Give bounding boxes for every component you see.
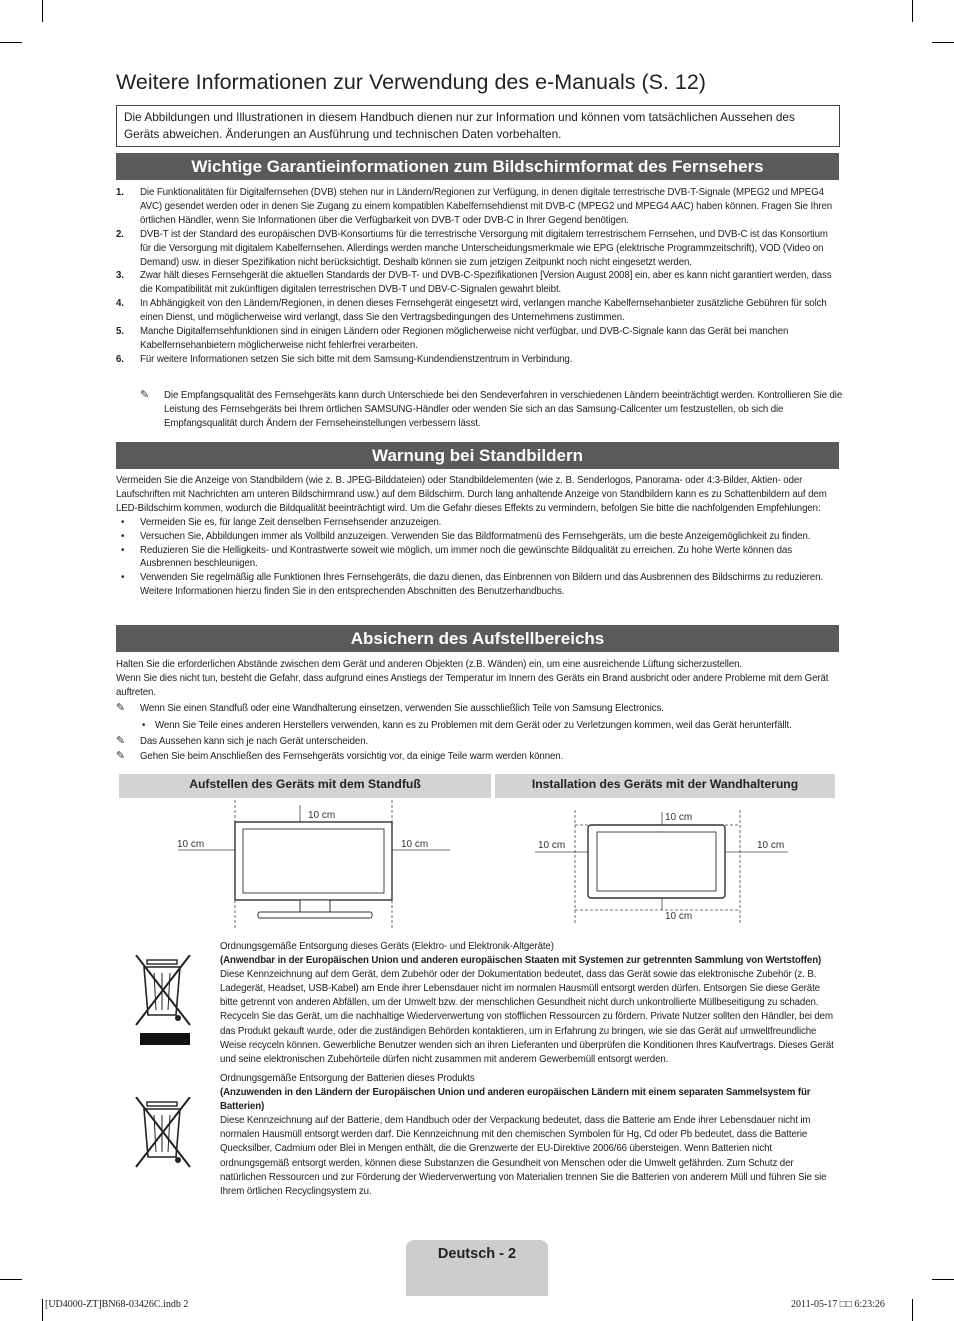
list-item: 1. Die Funktionalitäten für Digitalfernsehen (DVB) stehen nur in Ländern/Regionen zur Verfügung, in denen digitale terrestrische DVB-T-Signale (MPEG2 und MPEG4 AVC) gesendet werden oder in denen Sie Zugang zu einem kompatiblen Kabelfernsehdienst mit DVB-C (MPEG2 und MPEG4 AAC) haben können. Fragen Sie Ihren örtlichen Händler, wenn Sie Informationen über die Verfügbarkeit von DVB-T oder DVB-C in Ihrer Gegend benötigen. [116,187,833,226]
crop-mark [932,42,954,43]
list-item: • Vermeiden Sie es, für lange Zeit denselben Fernsehsender anzuzeigen. [116,516,838,530]
warranty-list [116,186,838,367]
still-images-intro: Vermeiden Sie die Anzeige von Standbildern (wie z. B. JPEG-Bilddateien) oder Standbildelementen (wie z. B. Senderlogos, Panorama- oder 4:3-Bilder, Aktien- oder Laufschriften mit Nachrichten am unteren Bildschirmrand usw.) auf dem Bildschirm. Durch lang anhaltende Anzeige von Standbildern kann es zu Schattenbildern auf dem LED-Bildschirm kommen, wodurch die Bildqualität beeinträchtigt wird. Um die Gefahr dieses Effekts zu vermindern, befolgen Sie bitte die nachfolgenden Empfehlungen: [116,475,827,514]
section-heading-installation: Absichern des Aufstellbereichs [116,625,839,652]
distance-label: 10 cm [538,840,566,851]
note-pencil-icon: ✎ [116,750,126,763]
page-title: Weitere Informationen zur Verwendung des e-Manuals (S. 12) [116,70,706,94]
disposal-device-title: Ordnungsgemäße Entsorgung dieses Geräts (Elektro- und Elektronik-Altgeräte) [220,941,554,952]
installation-intro-1: Halten Sie die erforderlichen Abstände zwischen dem Gerät und anderen Objekten (z.B. Wänden) ein, um eine ausreichende Lüftung sicherzustellen. [116,659,742,670]
disposal-battery-title: Ordnungsgemäße Entsorgung der Batterien dieses Produkts [220,1073,475,1084]
list-item: 2. DVB-T ist der Standard des europäischen DVB-Konsortiums für die terrestrische Versorgung mit digitalem terrestrischem Fernsehen, und DVB-C ist das Konsortium für die Versorgung mit digitalem Kabelfernsehen. Allerdings werden manche Unterscheidungsmerkmale wie EPG (elektrische Programmzeitschrift), VOD (Video on Demand) usw. in dieser Spezifikation nicht berücksichtigt. Deshalb können sie zum jetzigen Zeitpunkt noch nicht eingesetzt werden. [116,228,828,268]
installation-intro-2: Wenn Sie dies nicht tun, besteht die Gefahr, dass aufgrund eines Anstiegs der Temperatur im Innern des Geräts ein Brand ausbricht oder andere Probleme mit dem Gerät auftreten. [116,672,829,698]
installation-note-3: ✎ Gehen Sie beim Anschließen des Fernsehgeräts vorsichtig vor, da einige Teile warm werden können. [116,750,564,763]
distance-label: 10 cm [401,839,429,850]
disclaimer-box: Die Abbildungen und Illustrationen in diesem Handbuch dienen nur zur Information und können vom tatsächlichen Aussehen des Geräts abweichen. Änderungen an Ausführung und technischen Daten vorbehalten. [116,105,840,147]
distance-label: 10 cm [665,812,693,823]
disposal-device-subtitle: (Anwendbar in der Europäischen Union und anderen europäischen Staaten mit Systemen zur getrennten Sammlung von Wertstoffen) [220,955,822,967]
distance-label: 10 cm [665,911,693,922]
note-pencil-icon: ✎ [116,734,126,747]
column-header-wall: Installation des Geräts mit der Wandhalterung [495,774,835,798]
crop-mark [0,1279,22,1280]
footer-timestamp: 2011-05-17 □□ 6:23:26 [791,1299,885,1310]
installation-note-1: ✎ Wenn Sie einen Standfuß oder eine Wandhalterung einsetzen, verwenden Sie ausschließlich Teile von Samsung Electronics. [116,701,664,714]
crop-mark [42,1299,43,1321]
page-number-tab: Deutsch - 2 [406,1240,548,1296]
installation-note-2: ✎ Das Aussehen kann sich je nach Gerät unterscheiden. [116,734,369,747]
list-item: • Versuchen Sie, Abbildungen immer als Vollbild anzuzeigen. Verwenden Sie das Bildformatmenü des Fernsehgeräts, um die beste Anzeigemöglichkeit zu finden. [116,530,838,544]
section-heading-still-images: Warnung bei Standbildern [116,442,839,469]
distance-label: 10 cm [177,839,205,850]
crop-mark [912,1299,913,1321]
list-item: • Reduzieren Sie die Helligkeits- und Kontrastwerte soweit wie möglich, um immer noch die gewünschte Bildqualität zu erreichen. Zu hohe Werte können das Ausbrennen beschleunigen. [116,544,838,572]
list-item: 6. Für weitere Informationen setzen Sie sich bitte mit dem Samsung-Kundendienstzentrum in Verbindung. [116,353,573,365]
battery-bin-icon [134,1097,194,1169]
crop-mark [42,0,43,22]
installation-section [116,658,838,764]
still-images-section [116,474,838,599]
list-item: 4. In Abhängigkeit von den Ländern/Regionen, in denen dieses Fernsehgerät eingesetzt wird, verlangen manche Kabelfernsehanbieter zusätzliche Gebühren für solch einen Dienst, und möglicherweise wird verlangt, dass Sie den Vertragsbedingungen des Unternehmens zustimmen. [116,298,827,324]
column-header-stand: Aufstellen des Geräts mit dem Standfuß [119,774,491,798]
note-pencil-icon: ✎ [116,701,126,714]
footer-file-info: [UD4000-ZT]BN68-03426C.indb 2 [45,1299,189,1310]
disposal-battery-text: Diese Kennzeichnung auf der Batterie, dem Handbuch oder der Verpackung bedeutet, dass die Batterie am Ende ihrer Lebensdauer nicht im normalen Hausmüll entsorgt werden darf. Die Kennzeichnung mit den chemischen Symbolen für Hg, Cd oder Pb bedeutet, dass die Batterie Quecksilber, Cadmium oder Blei in Mengen enthält, die die Grenzwerte der EU-Direktive 2006/66 übersteigen. Wenn Batterien nicht ordnungsgemäß entsorgt werden, können diese Substanzen die Gesundheit von Menschen oder die Umwelt gefährden. Zum Schutz der natürlichen Ressourcen und zur Förderung der Wiederverwertung von Materialien trennen Sie die Batterien von anderem Müll und führen Sie sie Ihrem örtlichen Recyclingsystem zu. [220,1115,827,1197]
crop-mark [912,0,913,22]
note-pencil-icon: ✎ [140,389,150,401]
disposal-battery-subtitle: (Anzuwenden in den Ländern der Europäischen Union und anderen europäischen Ländern mit einem separaten Sammelsystem für Batterien) [220,1087,811,1113]
disposal-device-text: Diese Kennzeichnung auf dem Gerät, dem Zubehör oder der Dokumentation bedeutet, dass das Gerät sowie das elektronische Zubehör (z. B. Ladegerät, Headset, USB-Kabel) am Ende ihrer Lebensdauer nicht im normalen Hausmüll entsorgt werden dürfen. Entsorgen Sie diese Geräte bitte getrennt von anderen Abfällen, um der Umwelt bzw. der menschlichen Gesundheit nicht durch unkontrollierte Müllbeseitigung zu schaden. Recyceln Sie das Gerät, um die nachhaltige Wiederverwertung von stofflichen Ressourcen zu fördern. Private Nutzer sollten den Händler, bei dem das Produkt gekauft wurde, oder die zuständigen Behörden kontaktieren, um in Erfahrung zu bringen, wie sie das Gerät auf umweltfreundliche Weise recyceln können. Gewerbliche Benutzer wenden sich an ihren Lieferanten und überprüfen die Konditionen Ihres Kaufvertrags. Dieses Gerät und seine elektronischen Zubehörteile dürfen nicht zusammen mit anderem Gewerbemüll entsorgt werden. [220,969,834,1065]
wall-clearance-diagram [530,800,800,930]
installation-sub-bullet: • Wenn Sie Teile eines anderen Herstellers verwenden, kann es zu Problemen mit dem Gerät oder zu Verletzungen kommen, weil das Gerät herunterfällt. [116,719,838,733]
crop-mark [932,1279,954,1280]
still-images-bullets [116,516,838,599]
section-heading-warranty: Wichtige Garantieinformationen zum Bildschirmformat des Fernsehers [116,153,839,180]
list-item: 5. Manche Digitalfernsehfunktionen sind in einigen Ländern oder Regionen möglicherweise nicht verfügbar, und DVB-C-Signale kann das Gerät bei manchen Kabelfernsehanbietern möglicherweise nicht fehlerfrei verarbeiten. [116,326,789,351]
crop-mark [0,42,22,43]
distance-label: 10 cm [308,810,336,821]
warranty-note: ✎ Die Empfangsqualität des Fernsehgeräts kann durch Unterschiede bei den Sendeverfahren in verschiedenen Ländern beeinträchtigt werden. Kontrollieren Sie die Leistung des Fernsehgeräts bei Ihrem örtlichen SAMSUNG-Händler oder wenden Sie sich an das Samsung-Callcenter um festzustellen, ob sich die Empfangsqualität durch Ändern der Fernseheinstellungen verbessern lässt. [140,389,843,429]
weee-bin-icon [134,955,194,1047]
list-item: • Verwenden Sie regelmäßig alle Funktionen Ihres Fernsehgeräts, die dazu dienen, das Einbrennen von Bildern und das Ausbrennen des Bildschirms zu reduzieren. Weitere Informationen hierzu finden Sie in den entsprechenden Abschnitten des Benutzerhandbuchs. [116,571,838,599]
stand-clearance-diagram [160,800,480,930]
distance-label: 10 cm [757,840,785,851]
list-item: 3. Zwar hält dieses Fernsehgerät die aktuellen Standards der DVB-T- und DVB-C-Spezifikationen [Version August 2008] ein, aber es kann nicht garantiert werden, dass die Kompatibilität mit zukünftigen digitalen terrestrischen DVB-T und DBV-C-Signalen gewahrt bleibt. [116,270,832,296]
